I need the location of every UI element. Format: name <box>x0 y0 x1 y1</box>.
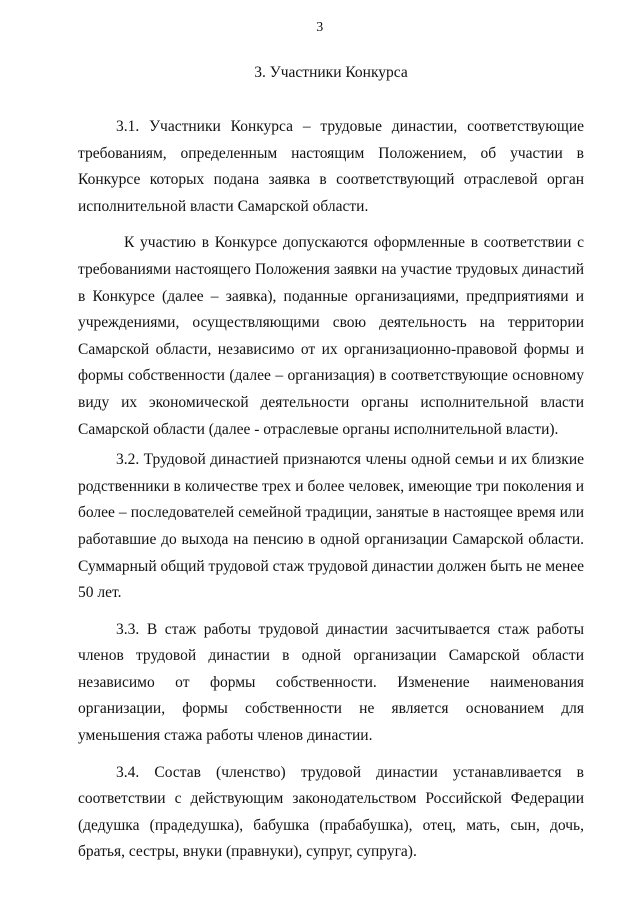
section-title: 3. Участники Конкурса <box>254 64 408 81</box>
document-body <box>78 114 584 866</box>
paragraph-3-4: 3.4. Состав (членство) трудовой династии устанавливается в соответствии с действующим законодательством Российской Федерации (дедушка (прадедушка), бабушка (прабабушка), отец, мать, сын, дочь, братья, сестры, внуки (правнуки), супруг, супруга). <box>78 763 584 861</box>
paragraph-3-1-admission: К участию в Конкурсе допускаются оформленные в соответствии с требованиями настоящего Положения заявки на участие трудовых династий в Конкурсе (далее – заявка), поданные организациями, предприятиями и учреждениями, осуществляющими свою деятельность на территории Самарской области, независимо от их организационно-правовой формы и формы собственности (далее – организация) в соответствующие основному виду их экономической деятельности органы исполнительной власти Самарской области (далее - отраслевые органы исполнительной власти). <box>78 234 584 438</box>
paragraph-3-3: 3.3. В стаж работы трудовой династии засчитывается стаж работы членов трудовой династии в одной организации Самарской области независимо от формы собственности. Изменение наименования организации, формы собственности не является основанием для уменьшения стажа работы членов династии. <box>78 620 584 745</box>
paragraph-3-1: 3.1. Участники Конкурса – трудовые династии, соответствующие требованиям, определенным настоящим Положением, об участии в Конкурсе которых подана заявка в соответствующий отраслевой орган исполнительной власти Самарской области. <box>78 118 584 215</box>
page-number: 3 <box>316 20 324 35</box>
paragraph-3-2: 3.2. Трудовой династией признаются члены одной семьи и их близкие родственники в количестве трех и более человек, имеющие три поколения и более – последователей семейной традиции, занятые в настоящее время или работавшие до выхода на пенсию в одной организации Самарской области. Суммарный общий трудовой стаж трудовой династии должен быть не менее 50 лет. <box>78 451 584 602</box>
